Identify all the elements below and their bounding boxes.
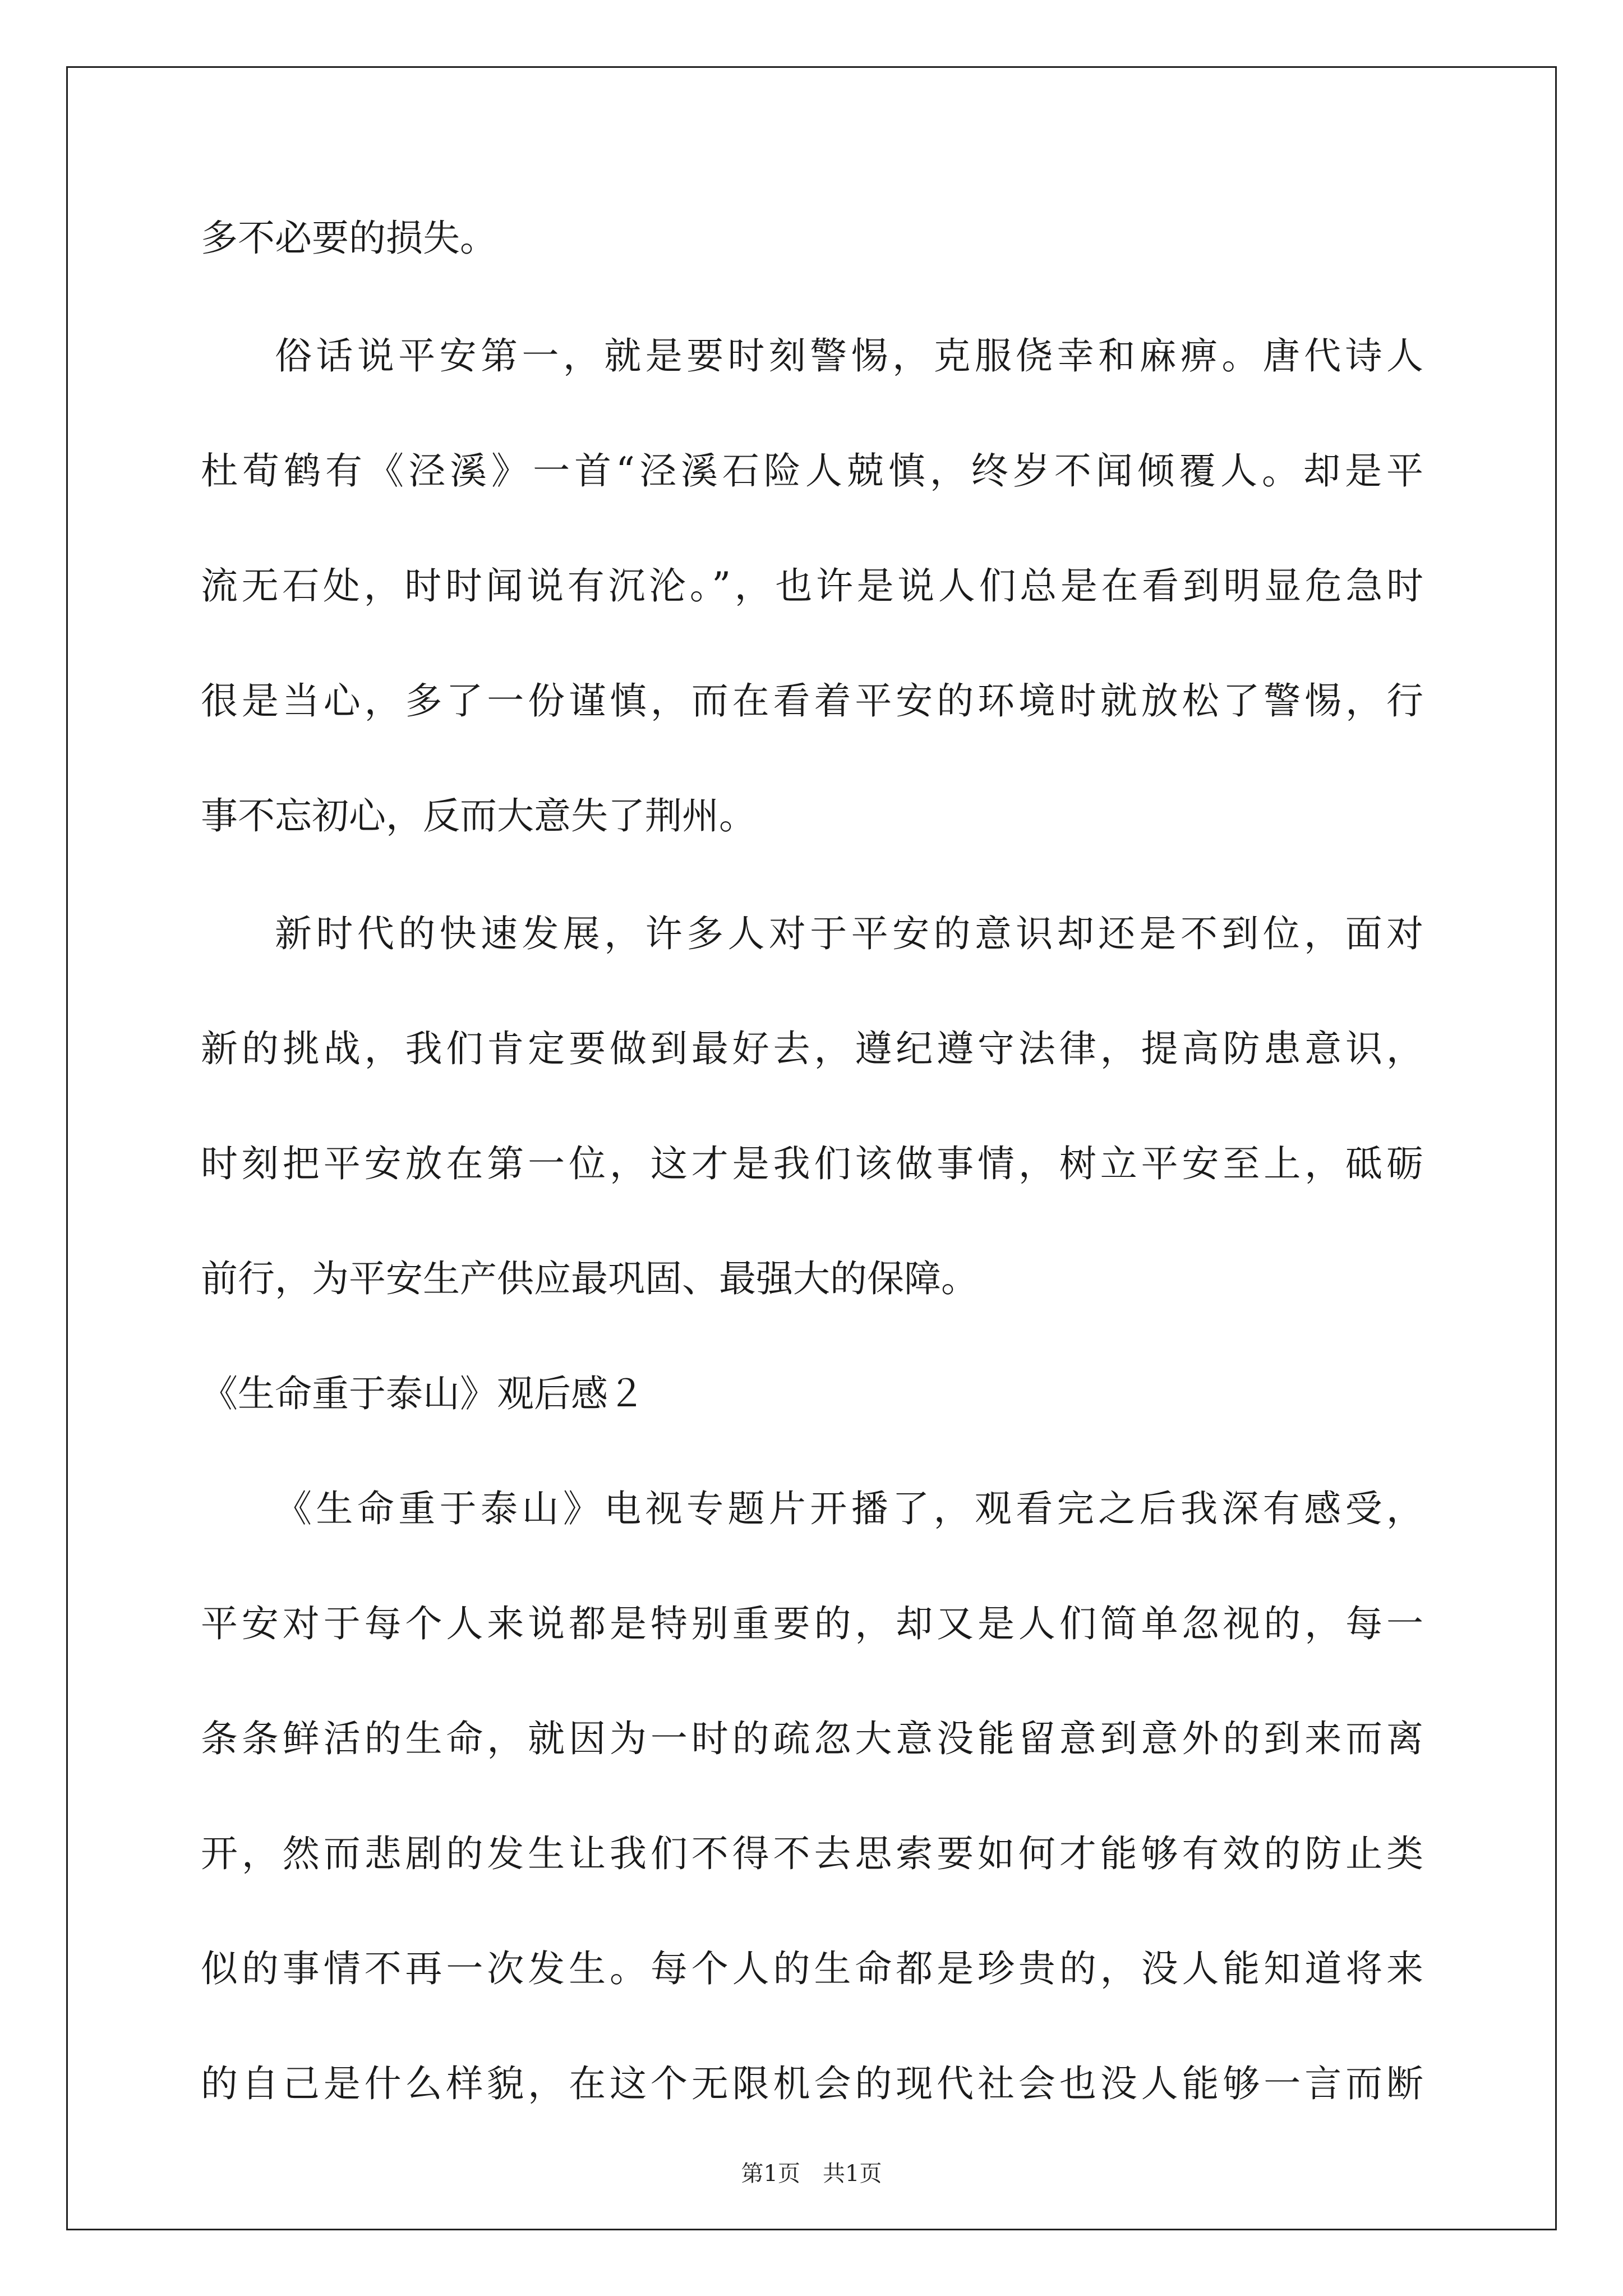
paragraph-3-line-1: 新时代的快速发展，许多人对于平安的意识却还是不到位，面对: [275, 912, 1423, 955]
paragraph-2-line-3: 流无石处，时时闻说有沉沦。”，也许是说人们总是在看到明显危急时: [201, 564, 1423, 608]
paragraph-2-line-1: 俗话说平安第一，就是要时刻警惕，克服侥幸和麻痹。唐代诗人: [275, 334, 1423, 378]
paragraph-2-line-4: 很是当心，多了一份谨慎，而在看着平安的环境时就放松了警惕，行: [201, 679, 1423, 723]
paragraph-5-line-4: 开，然而悲剧的发生让我们不得不去思索要如何才能够有效的防止类: [201, 1832, 1423, 1875]
paragraph-3-line-4: 前行，为平安生产供应最巩固、最强大的保障。: [201, 1257, 978, 1300]
paragraph-5-line-2: 平安对于每个人来说都是特别重要的，却又是人们简单忽视的，每一: [201, 1602, 1423, 1645]
paragraph-5-line-1: 《生命重于泰山》电视专题片开播了，观看完之后我深有感受，: [275, 1487, 1423, 1530]
paragraph-5-line-6: 的自己是什么样貌，在这个无限机会的现代社会也没人能够一言而断: [201, 2062, 1423, 2105]
paragraph-5-line-5: 似的事情不再一次发生。每个人的生命都是珍贵的，没人能知道将来: [201, 1947, 1423, 1990]
paragraph-3-line-2: 新的挑战，我们肯定要做到最好去，遵纪遵守法律，提高防患意识，: [201, 1027, 1423, 1070]
page-footer: 第1页 共1页: [741, 2161, 882, 2187]
paragraph-5-line-3: 条条鲜活的生命，就因为一时的疏忽大意没能留意到意外的到来而离: [201, 1717, 1423, 1760]
paragraph-3-line-3: 时刻把平安放在第一位，这才是我们该做事情，树立平安至上，砥砺: [201, 1142, 1423, 1185]
paragraph-2-line-5: 事不忘初心，反而大意失了荆州。: [201, 794, 756, 838]
paragraph-1-line-1: 多不必要的损失。: [201, 217, 497, 260]
section-heading: 《生命重于泰山》观后感２: [201, 1372, 645, 1415]
paragraph-2-line-2: 杜荀鹤有《泾溪》一首“泾溪石险人兢慎，终岁不闻倾覆人。却是平: [201, 449, 1423, 493]
